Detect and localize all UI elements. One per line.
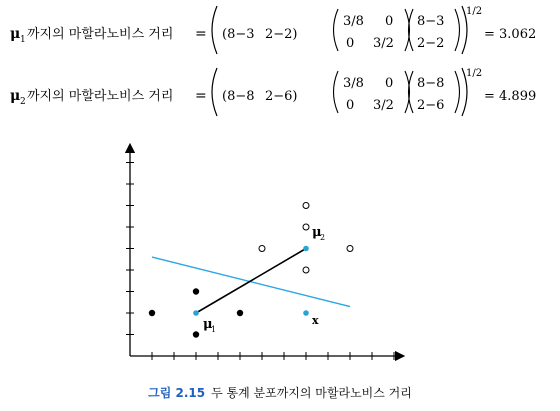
eq2-v1: 2−6: [417, 98, 445, 113]
axes: [130, 148, 400, 356]
class1-point: [193, 331, 199, 337]
decision-boundary: [152, 257, 350, 306]
figure-caption: [0, 384, 560, 401]
eq2-result: = 4.899: [484, 89, 537, 104]
mahalanobis-figure: [100, 140, 420, 380]
svg-text:=: =: [195, 26, 207, 42]
mu2-symbol: μ: [10, 88, 21, 104]
scatter-plot: [100, 140, 420, 380]
mu1-label: μ: [203, 317, 213, 332]
class2-point: [303, 224, 309, 230]
class1-point: [149, 310, 155, 316]
eq1-exponent: 1/2: [466, 6, 483, 17]
eq1-row-right: 2−2): [265, 27, 298, 42]
mu1-subscript: 1: [20, 35, 26, 45]
class2-point: [303, 267, 309, 273]
eq2-m10: 0: [346, 98, 355, 113]
vector-paren-right: [455, 9, 460, 51]
equation-mahalanobis-mu1: [0, 0, 560, 60]
query-point: [303, 310, 309, 316]
mu1-symbol: μ: [10, 26, 21, 42]
class1-point: [193, 288, 199, 294]
equation-mahalanobis-mu2: [0, 62, 560, 122]
eq2-m00: 3/8: [343, 76, 364, 91]
eq1-m11: 3/2: [373, 36, 394, 51]
class2-point: [303, 203, 309, 209]
mean2-point: [303, 246, 309, 252]
mu2-label: μ: [312, 225, 322, 240]
class1-point: [237, 310, 243, 316]
eq2-v0: 8−8: [417, 76, 445, 91]
mean-connector: [196, 249, 306, 314]
mu2-subscript: 2: [20, 97, 26, 107]
eq1-v1: 2−2: [417, 36, 445, 51]
mean-connector-line: [196, 249, 306, 314]
eq1-row-left: (8−3: [222, 27, 255, 42]
query-point-label: x: [312, 314, 319, 327]
vector-paren-right: [455, 71, 460, 113]
boundary-line: [152, 257, 350, 306]
mean1-point: [193, 310, 199, 316]
mu1-label-sub: 1: [211, 325, 217, 334]
eq1-label: 까지의 마할라노비스 거리: [27, 27, 174, 42]
matrix-paren-left: [334, 71, 339, 113]
outer-paren-left: [212, 6, 217, 54]
class2-point: [259, 246, 265, 252]
caption-text: 두 통계 분포까지의 마할라노비스 거리: [211, 386, 412, 400]
eq1-m00: 3/8: [343, 14, 364, 29]
class2-points: [259, 203, 353, 274]
matrix-paren-left: [334, 9, 339, 51]
eq2-row-right: 2−6): [265, 89, 298, 104]
eq2-m11: 3/2: [373, 98, 394, 113]
caption-figure-number: 그림 2.15: [148, 386, 206, 400]
eq2-exponent: 1/2: [466, 68, 483, 79]
eq2-m01: 0: [385, 76, 394, 91]
eq1-m01: 0: [385, 14, 394, 29]
eq2-label: 까지의 마할라노비스 거리: [27, 89, 174, 104]
eq1-v0: 8−3: [417, 14, 445, 29]
mu2-label-sub: 2: [320, 233, 326, 242]
svg-text:=: =: [195, 88, 207, 104]
eq2-row-left: (8−8: [222, 89, 255, 104]
eq1-result: = 3.062: [484, 27, 537, 42]
eq1-m10: 0: [346, 36, 355, 51]
outer-paren-left: [212, 68, 217, 116]
class2-point: [347, 246, 353, 252]
